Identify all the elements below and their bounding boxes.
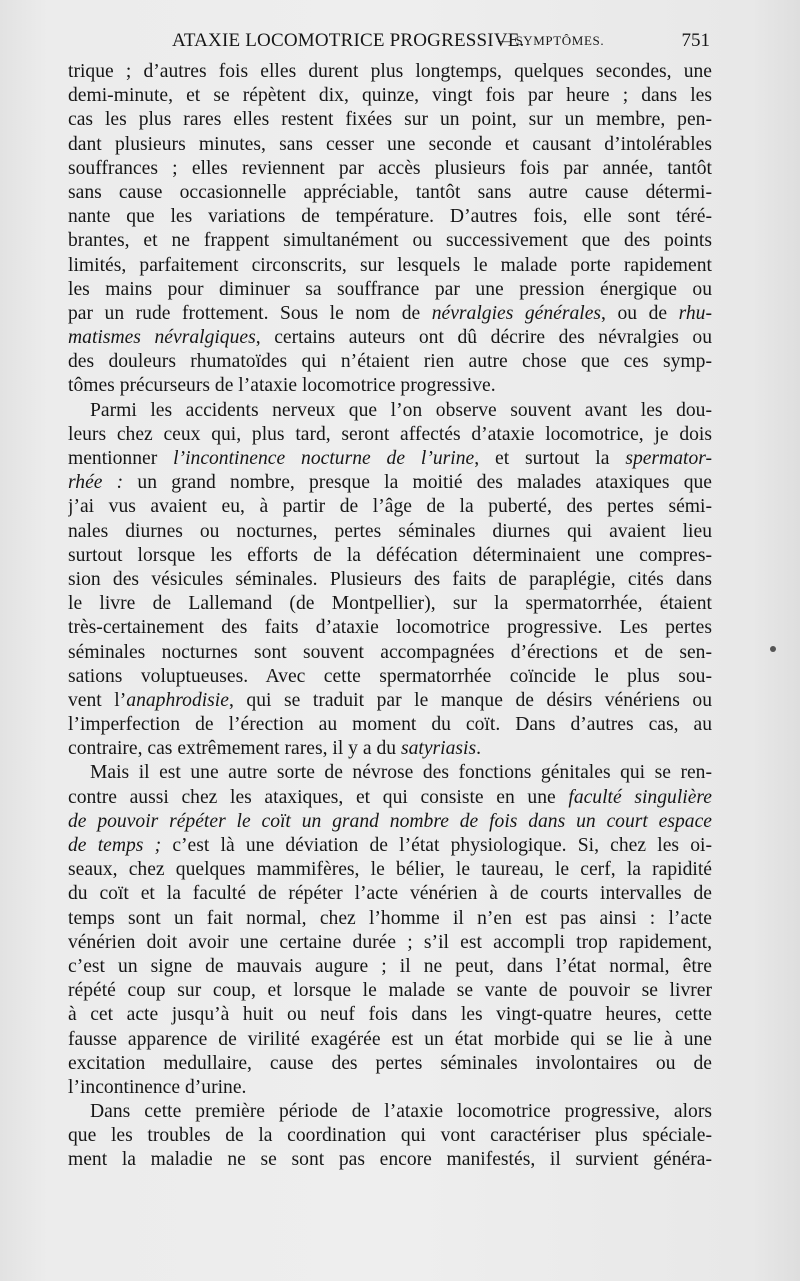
text-run: contre aussi chez les ataxiques, et qui consiste en une: [68, 786, 569, 808]
text-line: [68, 374, 712, 398]
text-run: tômes précurseurs de l’ataxie locomotrice progressive.: [68, 375, 496, 397]
italic-run: rhée :: [68, 472, 124, 494]
text-run: leurs chez ceux qui, plus tard, seront affectés d’ataxie locomotrice, je dois: [68, 423, 712, 445]
header-title: ATAXIE LOCOMOTRICE PROGRESSIVE.: [172, 30, 525, 51]
text-line: [68, 447, 712, 471]
text-run: brantes, et ne frappent simultanément ou successivement que des points: [68, 230, 712, 252]
text-run: Mais il est une autre sorte de névrose des fonctions génitales qui se ren-: [90, 762, 712, 784]
running-header: [68, 30, 712, 56]
page-number: 751: [681, 30, 710, 51]
text-run: des douleurs rhumatoïdes qui n’étaient rien autre chose que ces symp-: [68, 351, 712, 373]
text-line: [68, 1124, 712, 1148]
text-line: [68, 737, 712, 761]
text-run: fausse apparence de virilité exagérée est un état morbide qui se lie à une: [68, 1028, 712, 1050]
text-run: un grand nombre, presque la moitié des malades ataxiques que: [123, 472, 712, 494]
text-line: [68, 665, 712, 689]
text-line: [68, 471, 712, 495]
text-line: [68, 302, 712, 326]
text-line: [68, 1076, 712, 1100]
text-line: [68, 931, 712, 955]
text-line: [68, 326, 712, 350]
text-run: vent l’: [68, 689, 127, 711]
italic-run: matismes névralgiques: [68, 327, 256, 349]
text-run: temps sont un fait normal, chez l’homme il n’en est pas ainsi : l’acte: [68, 907, 712, 929]
text-run: Dans cette première période de l’ataxie locomotrice progressive, alors: [90, 1101, 712, 1123]
text-run: sion des vésicules séminales. Plusieurs des faits de paraplégie, cités dans: [68, 568, 712, 590]
italic-run: faculté singulière: [568, 786, 712, 808]
text-run: sations voluptueuses. Avec cette spermatorrhée coïncide le plus sou-: [68, 665, 712, 687]
text-line: [68, 1028, 712, 1052]
text-line: [68, 689, 712, 713]
text-run: séminales nocturnes sont souvent accompagnées d’érections et de sen-: [68, 641, 712, 663]
text-line: [68, 423, 712, 447]
italic-run: spermator-: [625, 448, 712, 469]
text-run: par un rude frottement. Sous le nom de: [68, 302, 432, 324]
text-line: [68, 544, 712, 568]
text-run: dant plusieurs minutes, sans cesser une seconde et causant d’intolérables: [68, 133, 712, 155]
text-line: [68, 713, 712, 737]
text-run: les mains pour diminuer sa souffrance par une pression énergique ou: [68, 278, 712, 300]
text-line: [68, 858, 712, 882]
text-line: [68, 1148, 712, 1172]
italic-run: rhu-: [678, 302, 712, 324]
italic-run: l’incontinence nocturne de l’urine: [173, 448, 475, 469]
text-run: nales diurnes ou nocturnes, pertes séminales diurnes qui avaient lieu: [68, 520, 712, 542]
text-run: .: [476, 738, 481, 760]
text-run: seaux, chez quelques mammifères, le bélier, le taureau, le cerf, la rapidité: [68, 859, 712, 881]
text-line: [68, 399, 712, 423]
ink-spot-mark: [770, 646, 776, 652]
text-run: mentionner: [68, 448, 174, 469]
text-line: [68, 810, 712, 834]
text-line: [68, 641, 712, 665]
text-run: c’est un signe de mauvais augure ; il ne peut, dans l’état normal, être: [68, 955, 712, 977]
text-run: que les troubles de la coordination qui vont caractériser plus spéciale-: [68, 1125, 712, 1147]
text-run: surtout lorsque les efforts de la défécation déterminaient une compres-: [68, 544, 712, 566]
text-line: [68, 955, 712, 979]
text-run: le livre de Lallemand (de Montpellier), sur la spermatorrhée, étaient: [68, 593, 712, 615]
text-line: [68, 616, 712, 640]
text-line: [68, 520, 712, 544]
text-run: trique ; d’autres fois elles durent plus longtemps, quelques secondes, une: [68, 61, 712, 82]
italic-run: de temps ;: [68, 835, 162, 856]
text-run: l’imperfection de l’érection au moment du coït. Dans d’autres cas, au: [68, 714, 712, 736]
text-line: [68, 1052, 712, 1076]
text-line: [68, 108, 712, 132]
text-line: [68, 181, 712, 205]
text-run: , ou de: [601, 302, 679, 324]
text-line: [68, 278, 712, 302]
text-line: [68, 979, 712, 1003]
text-line: [68, 229, 712, 253]
text-line: [68, 834, 712, 858]
text-run: j’ai vus avaient eu, à partir de l’âge de la puberté, des pertes sémi-: [68, 496, 712, 518]
text-line: [68, 882, 712, 906]
text-line: [68, 592, 712, 616]
text-run: à cet acte jusqu’à huit ou neuf fois dans les vingt-quatre heures, cette: [68, 1004, 712, 1026]
text-line: [68, 495, 712, 519]
text-run: ment la maladie ne se sont pas encore manifestés, il survient généra-: [68, 1149, 712, 1171]
text-line: [68, 761, 712, 785]
text-run: sans cause occasionnelle appréciable, tantôt sans autre cause détermi-: [68, 181, 712, 203]
text-run: répété coup sur coup, et lorsque le malade se vante de pouvoir se livrer: [68, 980, 712, 1002]
italic-run: de pouvoir répéter le coït un grand nombre de fois dans un court espace: [68, 810, 712, 832]
text-run: Parmi les accidents nerveux que l’on observe souvent avant les dou-: [90, 399, 712, 421]
header-section: — SYMPTÔMES.: [498, 33, 605, 48]
text-run: cas les plus rares elles restent fixées sur un point, sur un membre, pen-: [68, 109, 712, 131]
text-run: du coït et la faculté de répéter l’acte vénérien à de courts intervalles de: [68, 883, 712, 905]
text-run: , et surtout la: [474, 448, 626, 469]
text-line: [68, 1100, 712, 1124]
text-run: excitation medullaire, cause des pertes séminales involontaires ou de: [68, 1052, 712, 1074]
text-run: demi-minute, et se répètent dix, quinze, vingt fois par heure ; dans les: [68, 85, 712, 107]
text-line: [68, 60, 712, 84]
body-text: [68, 60, 712, 1173]
text-line: [68, 350, 712, 374]
text-run: souffrances ; elles reviennent par accès plusieurs fois par année, tantôt: [68, 157, 712, 179]
text-line: [68, 133, 712, 157]
italic-run: anaphrodisie: [126, 689, 229, 711]
text-run: vénérien doit avoir une certaine durée ; s’il est accompli trop rapidement,: [68, 931, 712, 953]
text-run: l’incontinence d’urine.: [68, 1076, 247, 1098]
text-run: nante que les variations de température. D’autres fois, elle sont téré-: [68, 206, 712, 228]
text-line: [68, 84, 712, 108]
text-line: [68, 205, 712, 229]
italic-run: satyriasis: [400, 738, 477, 760]
text-run: , qui se traduit par le manque de désirs vénériens ou: [228, 689, 712, 711]
text-line: [68, 786, 712, 810]
text-run: c’est là une déviation de l’état physiologique. Si, chez les oi-: [161, 835, 712, 856]
text-run: très-certainement des faits d’ataxie locomotrice progressive. Les pertes: [68, 617, 712, 639]
text-run: contraire, cas extrêmement rares, il y a du: [68, 738, 401, 760]
text-line: [68, 1003, 712, 1027]
text-line: [68, 568, 712, 592]
text-line: [68, 254, 712, 278]
text-run: , certains auteurs ont dû décrire des névralgies ou: [255, 327, 712, 349]
text-line: [68, 907, 712, 931]
italic-run: névralgies générales: [431, 302, 602, 324]
text-run: limités, parfaitement circonscrits, sur lesquels le malade porte rapidement: [68, 254, 712, 276]
text-line: [68, 157, 712, 181]
